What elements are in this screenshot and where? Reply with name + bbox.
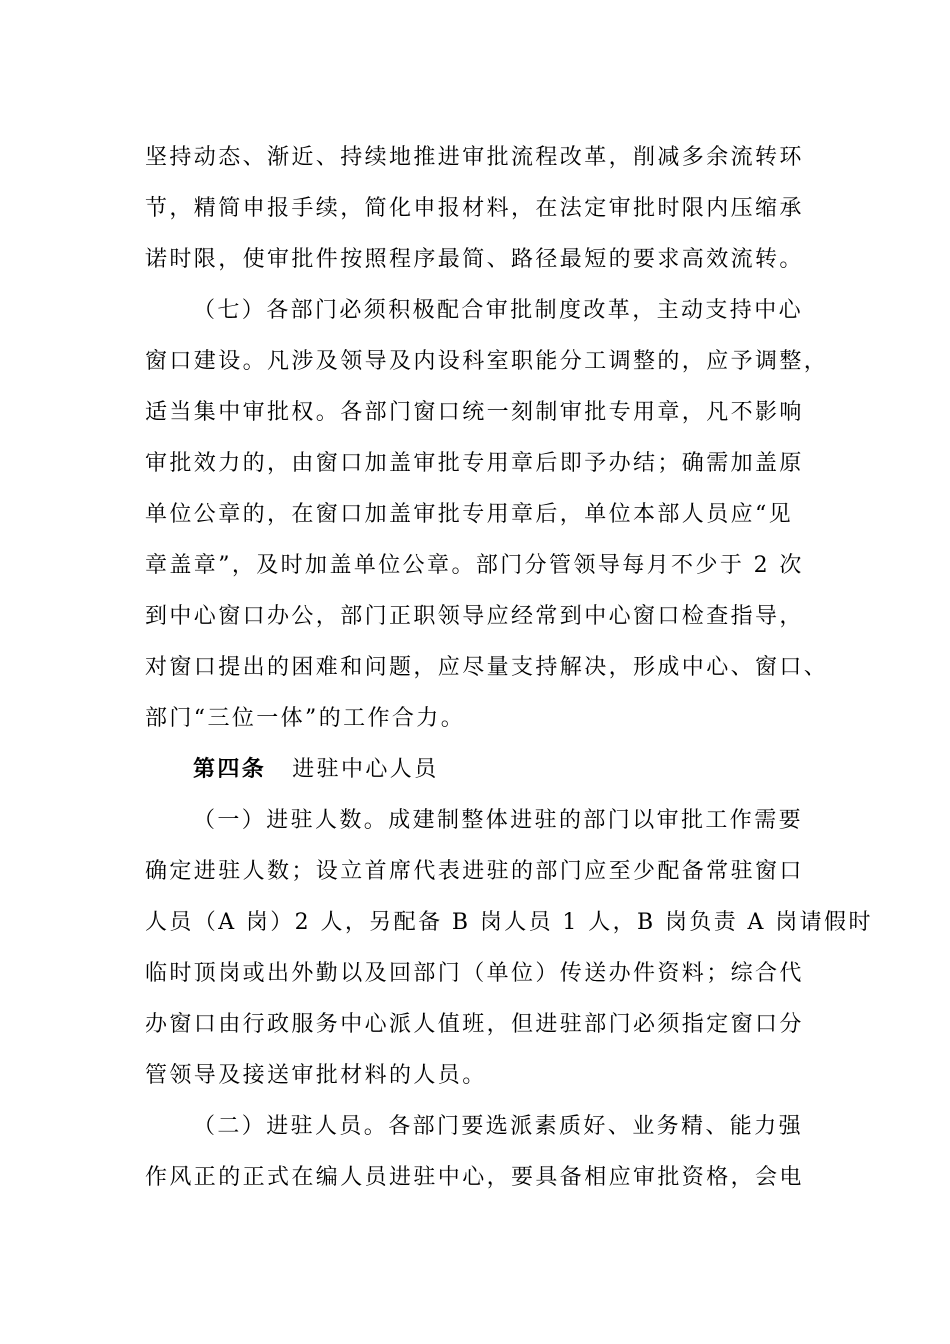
- text-line-12: 部门“三位一体”的工作合力。: [145, 706, 466, 731]
- text-line-3: 诺时限，使审批件按照程序最简、路径最短的要求高效流转。: [145, 247, 804, 272]
- text-line-11: 对窗口提出的困难和问题，应尽量支持解决，形成中心、窗口、: [145, 655, 829, 680]
- text-line-19: （二）进驻人员。各部门要选派素质好、业务精、能力强: [193, 1114, 804, 1139]
- text-line-5: 窗口建设。凡涉及领导及内设科室职能分工调整的，应予调整，: [145, 349, 829, 374]
- article-number: 第四条: [193, 757, 267, 782]
- text-line-14: 确定进驻人数；设立首席代表进驻的部门应至少配备常驻窗口: [145, 859, 804, 884]
- text-line-4: （七）各部门必须积极配合审批制度改革，主动支持中心: [193, 298, 804, 323]
- text-line-18: 管领导及接送审批材料的人员。: [145, 1063, 487, 1088]
- text-line-9: 章盖章”，及时加盖单位公章。部门分管领导每月不少于 2 次: [145, 553, 804, 578]
- text-line-15: 人员（A 岗）2 人，另配备 B 岗人员 1 人，B 岗负责 A 岗请假时: [145, 910, 873, 935]
- article-heading: [145, 744, 825, 795]
- text-line-6: 适当集中审批权。各部门窗口统一刻制审批专用章，凡不影响: [145, 400, 804, 425]
- text-line-1: 坚持动态、渐近、持续地推进审批流程改革，削减多余流转环: [145, 145, 804, 170]
- text-line-16: 临时顶岗或出外勤以及回部门（单位）传送办件资料；综合代: [145, 961, 804, 986]
- text-line-8: 单位公章的，在窗口加盖审批专用章后，单位本部人员应“见: [145, 502, 794, 527]
- article-title: 进驻中心人员: [292, 757, 439, 782]
- text-line-2: 节，精简申报手续，简化申报材料，在法定审批时限内压缩承: [145, 196, 804, 221]
- text-line-20: 作风正的正式在编人员进驻中心，要具备相应审批资格，会电: [145, 1165, 804, 1190]
- document-body: [145, 132, 873, 1203]
- text-line-7: 审批效力的，由窗口加盖审批专用章后即予办结；确需加盖原: [145, 451, 804, 476]
- text-line-17: 办窗口由行政服务中心派人值班，但进驻部门必须指定窗口分: [145, 1012, 804, 1037]
- text-line-13: （一）进驻人数。成建制整体进驻的部门以审批工作需要: [193, 808, 804, 833]
- text-line-10: 到中心窗口办公，部门正职领导应经常到中心窗口检查指导，: [145, 604, 804, 629]
